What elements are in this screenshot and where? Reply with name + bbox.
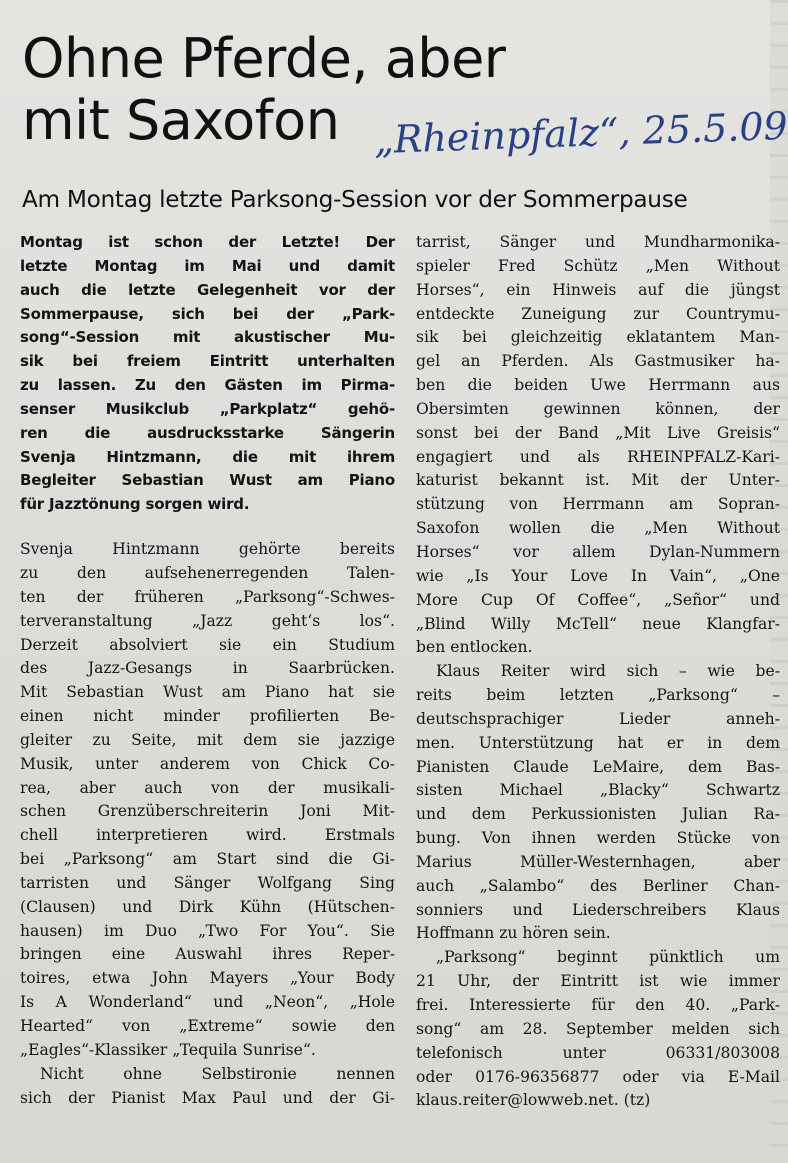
text-line: „Eagles“-Klassiker „Tequila Sunrise“.	[20, 1040, 316, 1059]
text-line: tarrist, Sänger und Mundharmonika-	[416, 233, 780, 251]
text-line: Montag ist schon der Letzte! Der	[20, 233, 395, 251]
text-line: Begleiter Sebastian Wust am Piano	[20, 471, 395, 490]
text-line: senser Musikclub „Parkplatz“ gehö-	[20, 399, 395, 418]
lead-paragraph	[20, 231, 395, 517]
text-line: song“-Session mit akustischer Mu-	[20, 328, 395, 347]
text-line: Svenja Hintzmann, die mit ihrem	[20, 447, 395, 466]
text-line: frei. Interessierte für den 40. „Park-	[416, 996, 780, 1014]
text-line: letzte Montag im Mai und damit	[20, 256, 395, 275]
text-line: Hoffmann zu hören sein.	[416, 924, 611, 943]
text-line: zu den aufsehenerregenden Talen-	[20, 563, 395, 582]
body-paragraph-left	[20, 538, 395, 1110]
text-line: Hearted“ von „Extreme“ sowie den	[20, 1017, 395, 1035]
text-line: Musik, unter anderem von Chick Co-	[20, 754, 395, 773]
text-line: bei „Parksong“ am Start sind die Gi-	[20, 850, 395, 869]
text-line: ren die ausdrucksstarke Sängerin	[20, 423, 395, 442]
text-line: schen Grenzüberschreiterin Joni Mit-	[20, 802, 395, 821]
body-paragraph-right-1	[416, 231, 780, 660]
column-right	[416, 231, 780, 1113]
headline-line-2: mit Saxofon	[22, 89, 340, 152]
text-line: rea, aber auch von der musikali-	[20, 778, 395, 797]
text-line: sik bei gleichzeitig eklatantem Man-	[416, 328, 780, 347]
text-line: auch „Salambo“ des Berliner Chan-	[416, 876, 780, 895]
text-line: oder 0176-96356877 oder via E-Mail	[416, 1067, 780, 1086]
text-line: sisten Michael „Blacky“ Schwartz	[416, 781, 780, 800]
text-line: Derzeit absolviert sie ein Studium	[20, 635, 395, 654]
text-line: stützung von Herrmann am Sopran-	[416, 495, 780, 514]
text-line: men. Unterstützung hat er in dem	[416, 733, 780, 752]
text-line: zu lassen. Zu den Gästen im Pirma-	[20, 376, 395, 395]
column-left	[20, 231, 395, 1110]
text-line: einen nicht minder profilierten Be-	[20, 707, 395, 726]
text-line: sonst bei der Band „Mit Live Greisis“	[416, 423, 780, 442]
text-line: hausen) im Duo „Two For You“. Sie	[20, 921, 395, 940]
handwritten-source-note	[370, 98, 788, 170]
text-line: „Parksong“ beginnt pünktlich um	[436, 948, 780, 967]
text-line: Svenja Hintzmann gehörte bereits	[20, 540, 395, 559]
text-line: Mit Sebastian Wust am Piano hat sie	[20, 683, 395, 702]
text-line: Sommerpause, sich bei der „Park-	[20, 304, 395, 323]
text-line: Is A Wonderland“ und „Neon“, „Hole	[20, 993, 395, 1012]
text-line: Nicht ohne Selbstironie nennen	[40, 1064, 395, 1083]
text-line: ben die beiden Uwe Herrmann aus	[416, 376, 780, 395]
text-line: spieler Fred Schütz „Men Without	[416, 256, 780, 275]
text-line: Obersimten gewinnen können, der	[416, 399, 780, 418]
text-line: katurist bekannt ist. Mit der Unter-	[416, 471, 780, 490]
text-line: sik bei freiem Eintritt unterhalten	[20, 352, 395, 371]
body-paragraph-right-3	[416, 946, 780, 1113]
text-line: des Jazz-Gesangs in Saarbrücken.	[20, 659, 395, 678]
text-line: engagiert und als RHEINPFALZ-Kari-	[416, 447, 780, 466]
text-line: und dem Perkussionisten Julian Ra-	[416, 805, 780, 824]
text-line: gel an Pferden. Als Gastmusiker ha-	[416, 352, 780, 371]
text-line: toires, etwa John Mayers „Your Body	[20, 969, 395, 988]
text-line: Saxofon wollen die „Men Without	[416, 519, 780, 538]
text-line: terveranstaltung „Jazz geht‘s los“.	[20, 611, 395, 630]
text-line: (Clausen) und Dirk Kühn (Hütschen-	[20, 897, 395, 916]
body-paragraph-right-2	[416, 660, 780, 946]
text-line: Horses“, ein Hinweis auf die jüngst	[416, 280, 780, 299]
text-line: ten der früheren „Parksong“-Schwes-	[20, 587, 395, 606]
text-line: gleiter zu Seite, mit dem sie jazzige	[20, 730, 395, 749]
text-line: klaus.reiter@lowweb.net. (tz)	[416, 1091, 651, 1110]
text-line: wie „Is Your Love In Vain“, „One	[416, 566, 780, 585]
text-line: entdeckte Zuneigung zur Countrymu-	[416, 304, 780, 323]
text-line: bringen eine Auswahl ihres Reper-	[20, 945, 395, 964]
text-line: telefonisch unter 06331/803008	[416, 1043, 780, 1062]
text-line: Pianisten Claude LeMaire, dem Bas-	[416, 757, 780, 776]
text-line: sonniers und Liederschreibers Klaus	[416, 900, 780, 919]
text-line: deutschsprachiger Lieder anneh-	[416, 709, 780, 728]
text-line: Klaus Reiter wird sich – wie be-	[436, 662, 780, 681]
text-line: chell interpretieren wird. Erstmals	[20, 826, 395, 845]
text-line: Horses“ vor allem Dylan-Nummern	[416, 542, 780, 561]
text-line: reits beim letzten „Parksong“ –	[416, 686, 780, 705]
text-line: More Cup Of Coffee“, „Señor“ und	[416, 590, 780, 609]
text-line: song“ am 28. September melden sich	[416, 1019, 780, 1038]
text-line: sich der Pianist Max Paul und der Gi-	[20, 1088, 395, 1107]
text-line: tarristen und Sänger Wolfgang Sing	[20, 873, 395, 892]
text-line: auch die letzte Gelegenheit vor der	[20, 280, 395, 299]
text-line: für Jazztönung sorgen wird.	[20, 495, 250, 514]
subheadline: Am Montag letzte Parksong-Session vor der Sommerpause	[22, 186, 688, 213]
text-line: ben entlocken.	[416, 638, 533, 657]
text-line: bung. Von ihnen werden Stücke von	[416, 829, 780, 848]
handwritten-note-text: „Rheinpfalz“, 25.5.09	[373, 103, 788, 163]
text-line: 21 Uhr, der Eintritt ist wie immer	[416, 972, 780, 991]
text-line: „Blind Willy McTell“ neue Klangfar-	[416, 614, 780, 633]
headline-line-1: Ohne Pferde, aber	[22, 27, 506, 90]
text-line: Marius Müller-Westernhagen, aber	[416, 852, 780, 871]
